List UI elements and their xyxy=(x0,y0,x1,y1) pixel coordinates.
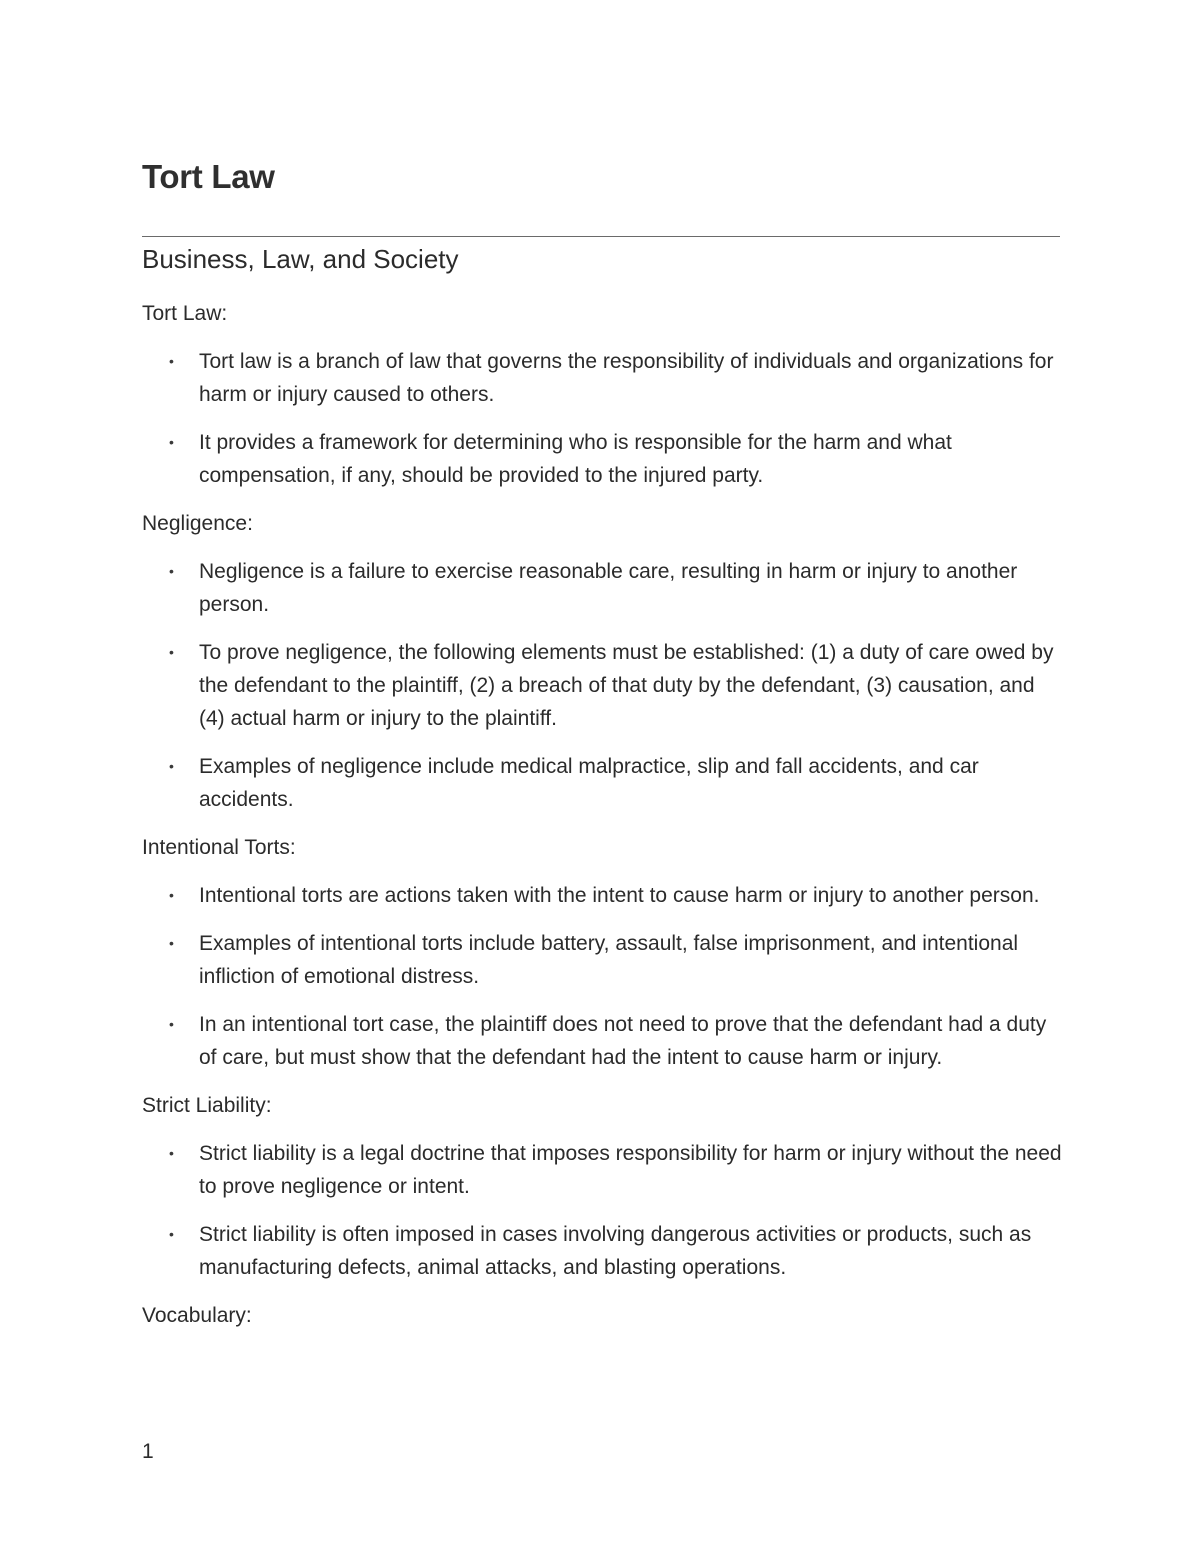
page-title: Tort Law xyxy=(142,158,275,195)
list-item-text: To prove negligence, the following elements must be established: (1) a duty of care owed by the defendant to the plaintiff, (2) a breach of that duty by the defendant, (3) causation, and (4) actual harm or injury to the plaintiff. xyxy=(199,641,1054,730)
list-item xyxy=(142,1218,1062,1284)
page-subtitle: Business, Law, and Society xyxy=(142,244,459,274)
page-number: 1 xyxy=(142,1440,154,1463)
bullet-icon: • xyxy=(169,935,174,951)
section-strict-liability xyxy=(142,1089,1062,1284)
list-item xyxy=(142,636,1062,735)
list-item-text: Examples of intentional torts include battery, assault, false imprisonment, and intentional infliction of emotional distress. xyxy=(199,932,1019,988)
section-heading: Tort Law: xyxy=(142,302,228,325)
section-vocabulary xyxy=(142,1299,1062,1332)
list-item-text: In an intentional tort case, the plaintiff does not need to prove that the defendant had a duty of care, but must show that the defendant had the intent to cause harm or injury. xyxy=(199,1013,1047,1069)
section-heading: Vocabulary: xyxy=(142,1304,252,1327)
list-item-text: Strict liability is often imposed in cases involving dangerous activities or products, such as manufacturing defects, animal attacks, and blasting operations. xyxy=(199,1223,1032,1279)
section-heading: Negligence: xyxy=(142,512,253,535)
list-item-text: Examples of negligence include medical malpractice, slip and fall accidents, and car accidents. xyxy=(199,755,979,811)
list-item xyxy=(142,1137,1062,1203)
bullet-icon: • xyxy=(169,887,174,903)
list-item xyxy=(142,879,1062,912)
list-item-text: Negligence is a failure to exercise reasonable care, resulting in harm or injury to another person. xyxy=(199,560,1018,616)
list-item-text: Strict liability is a legal doctrine that imposes responsibility for harm or injury without the need to prove negligence or intent. xyxy=(199,1142,1062,1198)
bullet-list xyxy=(142,555,1062,816)
list-item xyxy=(142,426,1062,492)
list-item xyxy=(142,927,1062,993)
bullet-list xyxy=(142,1137,1062,1284)
section-intentional-torts xyxy=(142,831,1062,1074)
list-item-text: Tort law is a branch of law that governs the responsibility of individuals and organizations for harm or injury caused to others. xyxy=(199,350,1054,406)
section-heading: Strict Liability: xyxy=(142,1094,272,1117)
list-item-text: Intentional torts are actions taken with the intent to cause harm or injury to another person. xyxy=(199,884,1040,907)
bullet-icon: • xyxy=(169,353,174,369)
list-item xyxy=(142,555,1062,621)
list-item xyxy=(142,345,1062,411)
list-item xyxy=(142,1008,1062,1074)
section-heading: Intentional Torts: xyxy=(142,836,296,859)
bullet-icon: • xyxy=(169,1226,174,1242)
bullet-icon: • xyxy=(169,758,174,774)
bullet-icon: • xyxy=(169,1145,174,1161)
bullet-icon: • xyxy=(169,1016,174,1032)
bullet-icon: • xyxy=(169,563,174,579)
bullet-list xyxy=(142,345,1062,492)
bullet-icon: • xyxy=(169,434,174,450)
list-item xyxy=(142,750,1062,816)
list-item-text: It provides a framework for determining who is responsible for the harm and what compensation, if any, should be provided to the injured party. xyxy=(199,431,952,487)
title-divider xyxy=(142,236,1060,237)
section-negligence xyxy=(142,507,1062,816)
bullet-list xyxy=(142,879,1062,1074)
section-tort-law xyxy=(142,297,1062,492)
document-body xyxy=(142,297,1062,1347)
bullet-icon: • xyxy=(169,644,174,660)
